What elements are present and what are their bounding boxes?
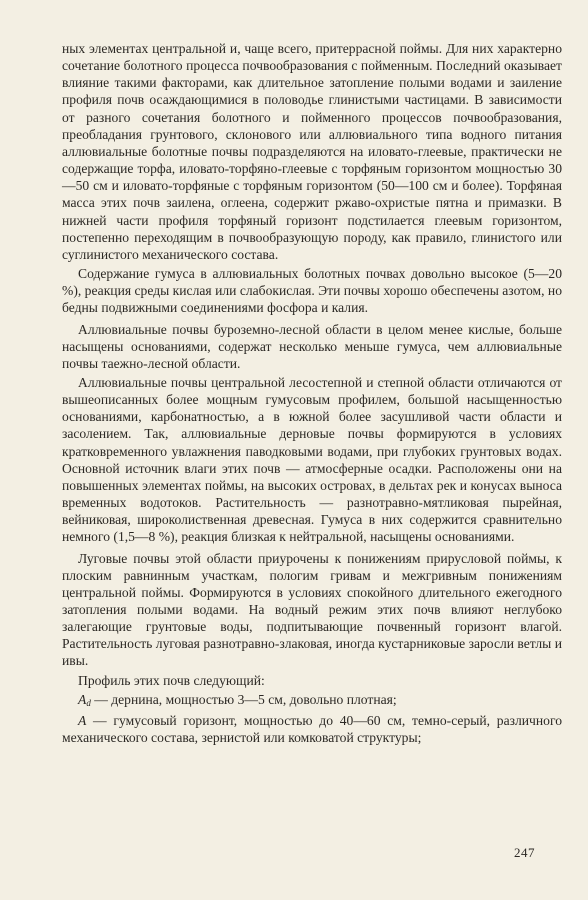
paragraph-forest-steppe-region: Аллювиальные почвы центральной лесостепной и степной области отличаются от вышеописанных более мощным гумусовым профилем, большой насыщенностью основаниями, карбонатностью, а в южной более засушливой части области и засолением. Так, аллювиальные дерновые почвы формируются в условиях кратковременного увлажнения паводковыми водами, при глубоких грунтовых водах. Основной источник влаги этих почв — атмосферные осадки. Расположены они на повышенных элементах поймы, на высоких островах, в дельтах рек и конусах выноса временных водотоков. Растительность — разнотравно-мятликовая пырейная, вейниковая, широколиственная древесная. Гумуса в них содержится сравнительно немного (1,5—8 %), реакция близкая к нейтральной, насыщены основаниями. [62, 374, 562, 545]
paragraph-humus-content: Содержание гумуса в аллювиальных болотных почвах довольно высокое (5—20 %), реакция среды кислая или слабокислая. Эти почвы хорошо обеспечены азотом, но бедны подвижными соединениями фосфора и калия. [62, 266, 562, 316]
horizon-ad [62, 691, 562, 712]
horizon-a-description: — гумусовый горизонт, мощностью до 40—60 см, темно-серый, различного механического состава, зернистой или комковатой структуры; [62, 712, 562, 746]
paragraph-meadow-soils: Луговые почвы этой области приурочены к понижениям прирусловой поймы, к плоским равнинным участкам, пологим гривам и межгривным понижениям центральной поймы. Формируются в условиях спокойного длительного ежегодного затопления полыми водами. На водный режим этих почв влияют неглубоко залегающие грунтовые воды, подпитывающие почвенный горизонт влагой. Растительность луговая разнотравно-злаковая, иногда кустарниковые заросли ветлы и ивы. [62, 550, 562, 669]
page-number: 247 [514, 845, 535, 860]
horizon-a [62, 712, 562, 746]
page-body [62, 40, 562, 746]
paragraph-brown-forest-region: Аллювиальные почвы буроземно-лесной области в целом менее кислые, больше насыщены основаниями, содержат несколько меньше гумуса, чем аллювиальные почвы таежно-лесной области. [62, 321, 562, 371]
paragraph-alluvial-bog-soils: ных элементах центральной и, чаще всего, притеррасной поймы. Для них характерно сочетание болотного процесса почвообразования с пойменным. Последний оказывает влияние такими факторами, как длительное затопление полыми водами и заиление профиля почв осаждающимися в половодье глинистыми частицами. В зависимости от разного сочетания болотного и пойменного процессов почвообразования, преобладания грунтового, склонового или аллювиального типа водного питания аллювиальные болотные почвы подразделяются на иловато-глеевые, практически не содержащие торфа, иловато-торфяно-глеевые с торфяным горизонтом мощностью 30—50 см и иловато-торфяные с торфяным горизонтом (50—100 см и более). Торфяная масса этих почв заилена, оглеена, содержит ржаво-охристые пятна и примазки. В нижней части профиля торфяный горизонт подстилается глеевым горизонтом, постепенно переходящим в почвообразующую породу, как правило, глинистого или суглинистого механического состава. [62, 41, 562, 262]
horizon-ad-symbol: A [78, 691, 87, 707]
horizon-a-symbol: A [78, 712, 87, 728]
horizon-ad-description: — дернина, мощностью 3—5 см, довольно плотная; [90, 691, 397, 707]
paragraph-profile-intro: Профиль этих почв следующий: [78, 672, 265, 688]
horizon-ad-subscript: d [86, 697, 91, 708]
